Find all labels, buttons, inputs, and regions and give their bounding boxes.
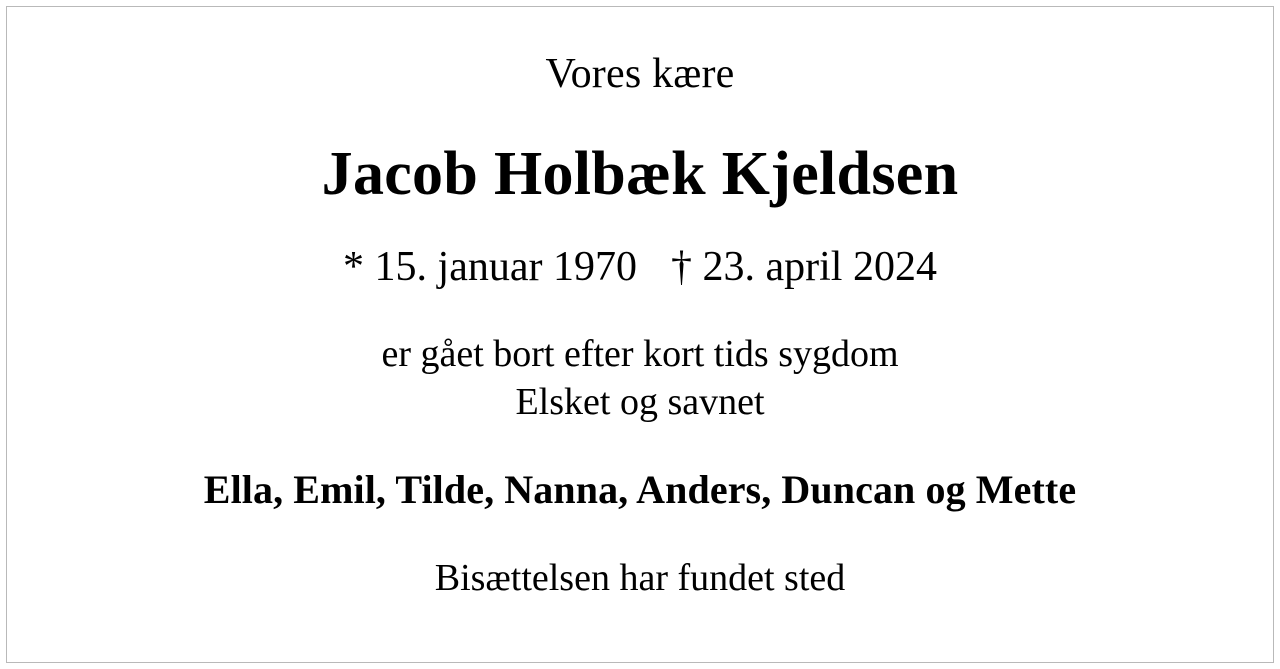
funeral-note: Bisættelsen har fundet sted [434, 556, 846, 599]
life-dates [343, 244, 937, 290]
survivors-list: Ella, Emil, Tilde, Nanna, Anders, Duncan og Mette [203, 466, 1077, 512]
message-line-2: Elsket og savnet [515, 381, 765, 424]
message-line-1: er gået bort efter kort tids sygdom [381, 332, 899, 375]
birth-date: * 15. januar 1970 [343, 244, 637, 291]
death-date: † 23. april 2024 [670, 244, 937, 291]
deceased-name: Jacob Holbæk Kjeldsen [321, 140, 959, 209]
salutation-text: Vores kære [545, 51, 735, 97]
